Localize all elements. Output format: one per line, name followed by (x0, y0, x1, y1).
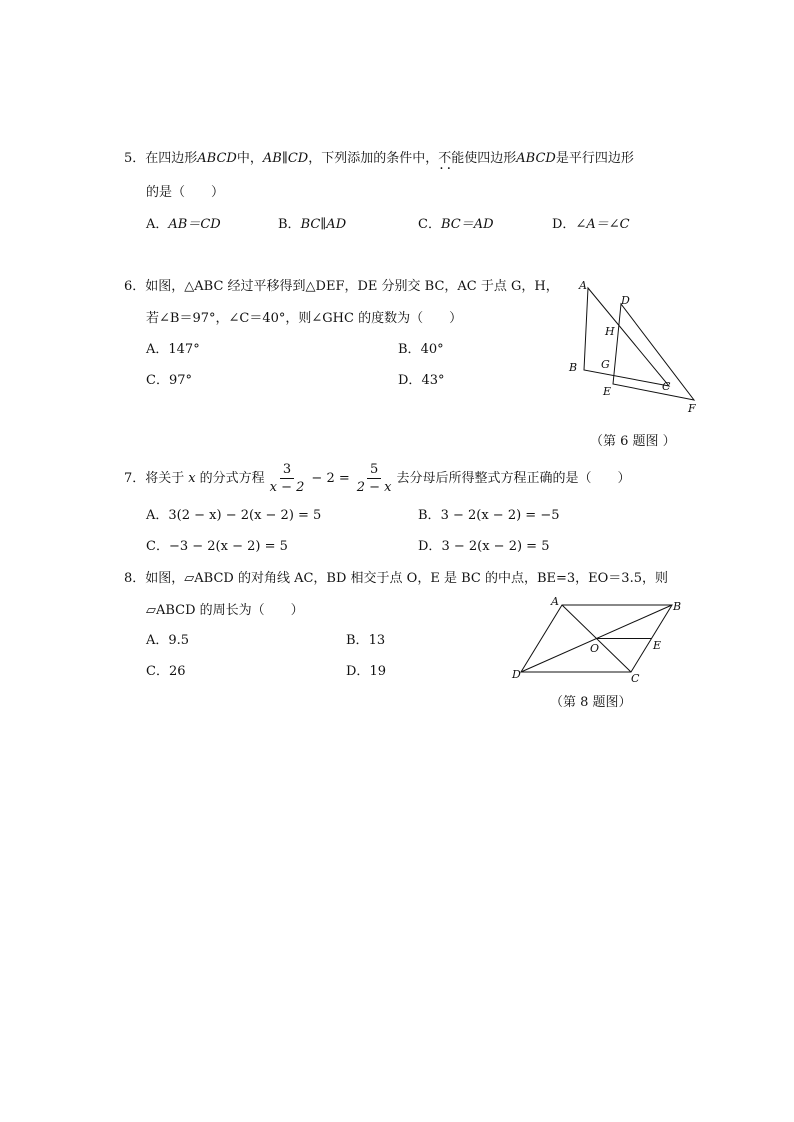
q5-stem-4: 使四边形 (464, 151, 517, 166)
fraction-numerator: 3 (280, 463, 294, 479)
q7-option-d[interactable] (418, 540, 549, 553)
fraction-numerator: 5 (367, 463, 381, 479)
option-label: A． (146, 508, 169, 523)
option-label: B． (346, 633, 369, 648)
label-a: A (551, 595, 559, 608)
q7-minus-two: − 2 = (311, 470, 350, 486)
label-e: E (653, 639, 662, 652)
label-c: C (662, 380, 671, 393)
q5-parallel: ∥ (281, 151, 288, 166)
option-text: 40° (420, 342, 444, 357)
q5-stem-3: ，下列添加的条件中， (308, 151, 439, 166)
option-text: 13 (368, 633, 386, 648)
q5-number: 5． (124, 151, 146, 166)
label-a: A (579, 279, 587, 292)
q7-option-b[interactable] (418, 509, 560, 522)
q8-stem-1: 如图，▱ABCD 的对角线 AC，BD 相交于点 O，E 是 BC 的中点，BE=3，EO＝3.5，则 (145, 571, 668, 586)
q6-option-a[interactable] (146, 343, 200, 356)
option-label: D． (398, 373, 422, 388)
q5-cond-a: AB (262, 151, 282, 166)
q7-var: x (188, 470, 196, 486)
q8-number: 8． (124, 571, 146, 586)
option-label: A． (146, 217, 169, 232)
q5-stem-5: 是平行四边形 (555, 151, 634, 166)
option-text: 43° (421, 373, 445, 388)
q8-option-a[interactable] (146, 634, 189, 647)
label-d: D (621, 294, 630, 307)
option-text: 3(2 − x) − 2(x − 2) = 5 (168, 508, 322, 523)
label-b: B (673, 600, 682, 613)
q5-line2: 的是（ ） (146, 185, 225, 200)
option-text: 26 (168, 664, 186, 679)
option-text: 19 (369, 664, 386, 679)
q5-option-b[interactable] (278, 218, 346, 231)
option-text: BC＝AD (440, 217, 494, 232)
option-text: 97° (168, 373, 192, 388)
option-label: C． (418, 217, 441, 232)
option-label: D． (346, 664, 370, 679)
q8-line1 (124, 572, 668, 585)
option-text: 3 − 2(x − 2) = 5 (441, 539, 550, 554)
triangle-def (613, 304, 694, 400)
option-label: B． (278, 217, 301, 232)
option-label: B． (398, 342, 421, 357)
option-text: AB＝CD (168, 217, 221, 232)
option-label: B． (418, 508, 441, 523)
q6-option-b[interactable] (398, 343, 444, 356)
q5-quad2: ABCD (516, 151, 556, 166)
q7-fraction-1 (267, 463, 308, 494)
label-f: F (688, 402, 696, 415)
label-b: B (569, 361, 578, 374)
option-label: C． (146, 373, 169, 388)
q6-line1 (124, 280, 559, 293)
label-d: D (512, 668, 521, 681)
option-text: −3 − 2(x − 2) = 5 (168, 539, 288, 554)
option-label: C． (146, 664, 169, 679)
q5-stem-1: 在四边形 (145, 151, 198, 166)
q5-line1 (124, 152, 634, 165)
option-label: C． (146, 539, 169, 554)
label-c: C (631, 672, 640, 685)
q7-post: 去分母后所得整式方程正确的是（ ） (396, 470, 631, 486)
option-label: D． (418, 539, 442, 554)
q7-line1 (124, 459, 631, 497)
q5-option-c[interactable] (418, 218, 494, 231)
label-g: G (601, 358, 610, 371)
option-label: D． (552, 217, 576, 232)
q7-option-a[interactable] (146, 509, 321, 522)
q7-number: 7． (124, 470, 146, 486)
option-text: BC∥AD (300, 217, 347, 232)
q7-fraction-2 (354, 463, 395, 494)
label-e: E (603, 385, 612, 398)
q7-mid: 的分式方程 (199, 470, 265, 486)
q6-option-d[interactable] (398, 374, 444, 387)
q5-emphasis: 不能 ·· (438, 151, 464, 166)
fraction-denominator: x − 2 (269, 479, 305, 495)
q7-option-c[interactable] (146, 540, 288, 553)
q8-option-d[interactable] (346, 665, 386, 678)
q8-line2: ▱ABCD 的周长为（ ） (146, 603, 304, 618)
q5-stem-2: 中， (236, 151, 263, 166)
label-o: O (590, 642, 600, 655)
option-text: 9.5 (168, 633, 190, 648)
q8-figure (505, 592, 695, 688)
option-text: 147° (168, 342, 200, 357)
q6-line2: 若∠B＝97°，∠C＝40°，则∠GHC 的度数为（ ） (146, 311, 463, 326)
label-h: H (605, 325, 615, 338)
q6-figure-caption: （第 6 题图 ） (590, 434, 676, 449)
fraction-denominator: 2 − x (356, 479, 392, 495)
q8-option-c[interactable] (146, 665, 186, 678)
option-label: A． (146, 633, 169, 648)
q5-cond-b: CD (287, 151, 309, 166)
option-text: ∠A＝∠C (575, 217, 630, 232)
option-text: 3 − 2(x − 2) = −5 (440, 508, 560, 523)
q6-figure (560, 274, 710, 424)
q6-option-c[interactable] (146, 374, 192, 387)
option-label: A． (146, 342, 169, 357)
q5-option-a[interactable] (146, 218, 221, 231)
q8-figure-caption: （第 8 题图） (550, 695, 632, 710)
q5-quad: ABCD (197, 151, 237, 166)
q6-number: 6． (124, 279, 146, 294)
q8-option-b[interactable] (346, 634, 385, 647)
q6-stem-1: 如图，△ABC 经过平移得到△DEF，DE 分别交 BC，AC 于点 G，H， (145, 279, 559, 294)
q7-pre: 将关于 (145, 470, 185, 486)
q5-option-d[interactable] (552, 218, 630, 231)
